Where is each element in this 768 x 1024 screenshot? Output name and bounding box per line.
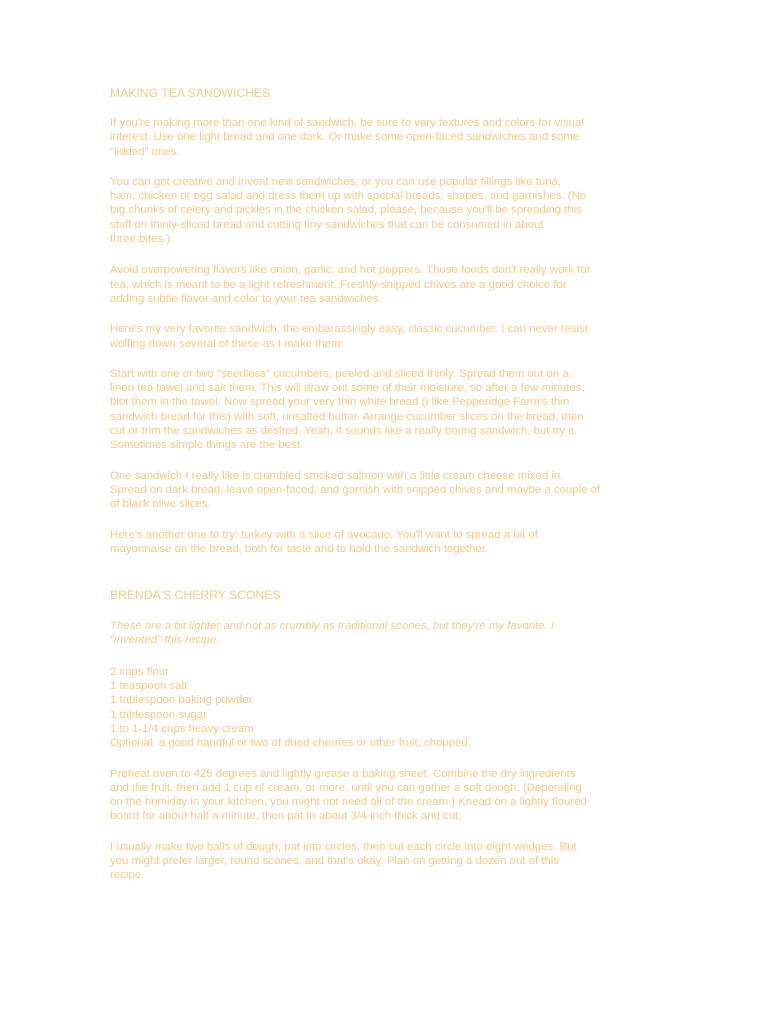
section-title-cherry-scones: BRENDA'S CHERRY SCONES	[110, 588, 281, 603]
text-line: If you're making more than one kind of sandwich, be sure to vary textures and colors for visual	[110, 117, 584, 129]
text-line: tea, which is meant to be a light refreshment. Freshly-snipped chives are a good choice for	[110, 278, 567, 291]
text-line: "invented" this recipe.	[110, 634, 220, 647]
text-line: Sometimes simple things are the best.	[110, 439, 304, 452]
ingredient-item: 1 teaspoon salt	[110, 680, 188, 693]
text-line: recipe.	[110, 869, 145, 882]
text-line: I usually make two balls of dough, pat into circles, then cut each circle into eight wedges. But	[110, 840, 577, 853]
text-line: and the fruit, then add 1 cup of cream, or more, until you can gather a soft dough. (Depending	[110, 781, 582, 794]
text-line: three bites.)	[110, 233, 171, 246]
text-line: cut or trim the sandwiches as desired. Yeah, it sounds like a really boring sandwich, but try it.	[110, 425, 578, 438]
text-line: linen tea towel and salt them. This will draw out some of their moisture, so after a few minutes,	[110, 382, 585, 395]
text-line: of black olive slices.	[110, 498, 211, 511]
text-line: These are a bit lighter and not as crumbly as traditional scones, but they're my favorite. I	[110, 620, 555, 633]
paragraph-flavors	[110, 263, 670, 306]
ingredient-item: 1 tablespoon baking powder	[110, 694, 253, 707]
paragraph-scones-intro	[110, 619, 670, 648]
paragraph-favorite	[110, 322, 670, 351]
text-line: Here's another one to try: turkey with a slice of avocado. You'll want to spread a bit of	[110, 528, 538, 541]
text-line: stuff on thinly-sliced bread and cutting tiny sandwiches that can be consumed in about	[110, 218, 544, 231]
text-line: Spread on dark bread, leave open-faced, and garnish with snipped chives and maybe a couple of	[110, 483, 601, 496]
paragraph-cucumber	[110, 367, 670, 453]
text-line: Here's my very favorite sandwich, the embarassingly easy, classic cucumber. I can never resist	[110, 323, 589, 336]
text-line: adding subtle flavor and color to your tea sandwiches.	[110, 292, 382, 305]
text-line: Start with one or two "seedless" cucumbers, peeled and sliced thinly. Spread them out on a	[110, 367, 569, 380]
text-line: you might prefer larger, round scones, and that's okay. Plan on getting a dozen out of this	[110, 854, 560, 867]
paragraph-salmon	[110, 469, 670, 512]
text-line: interest. Use one light bread and one dark. Or make some open-faced sandwiches and some	[110, 131, 580, 144]
text-line: wolfing down several of these as I make them:	[110, 337, 344, 350]
text-line: mayonnaise on the bread, both for taste and to hold the sandwich together.	[110, 542, 489, 555]
text-line: on the humidity in your kitchen, you might not need all of the cream.) Knead on a lightly floured	[110, 796, 587, 809]
text-line: sandwich bread for this) with soft, unsalted butter. Arrange cucumber slices on the bread, then	[110, 410, 584, 423]
text-line: You can get creative and invent new sandwiches, or you can use popular fillings like tuna,	[110, 175, 562, 188]
paragraph-method	[110, 767, 670, 824]
paragraph-variety	[110, 116, 670, 159]
text-line: "lidded" ones.	[110, 145, 180, 158]
ingredient-item: Optional: a good handful or two of dried cherries or other fruit, chopped.	[110, 737, 471, 750]
ingredient-item: 1 tablespoon sugar	[110, 708, 207, 721]
paragraph-fillings	[110, 175, 670, 246]
section-title-tea-sandwiches: MAKING TEA SANDWICHES	[110, 86, 271, 100]
paragraph-shaping	[110, 840, 670, 883]
ingredients-list	[110, 665, 670, 751]
text-line: board for about half a minute, then pat to about 3/4-inch thick and cut.	[110, 810, 462, 823]
text-line: ham, chicken or egg salad and dress them up with special breads, shapes, and garnishes. (No	[110, 190, 587, 203]
ingredient-item: 2 cups flour	[110, 665, 169, 678]
text-line: Preheat oven to 425 degrees and lightly grease a baking sheet. Combine the dry ingredients	[110, 767, 576, 780]
text-line: Avoid overpowering flavors like onion, garlic, and hot peppers. Those foods don't really work for	[110, 264, 591, 277]
text-line: big chunks of celery and pickles in the chicken salad, please, because you'll be spreading this	[110, 204, 583, 217]
document-page	[110, 86, 670, 883]
paragraph-turkey	[110, 528, 670, 557]
text-line: One sandwich I really like is crumbled smoked salmon with a little cream cheese mixed in.	[110, 469, 564, 482]
ingredient-item: 1 to 1-1/4 cups heavy cream	[110, 722, 254, 735]
text-line: blot them in the towel. Now spread your very thin white bread (I like Pepperidge Farm's thin	[110, 396, 570, 409]
